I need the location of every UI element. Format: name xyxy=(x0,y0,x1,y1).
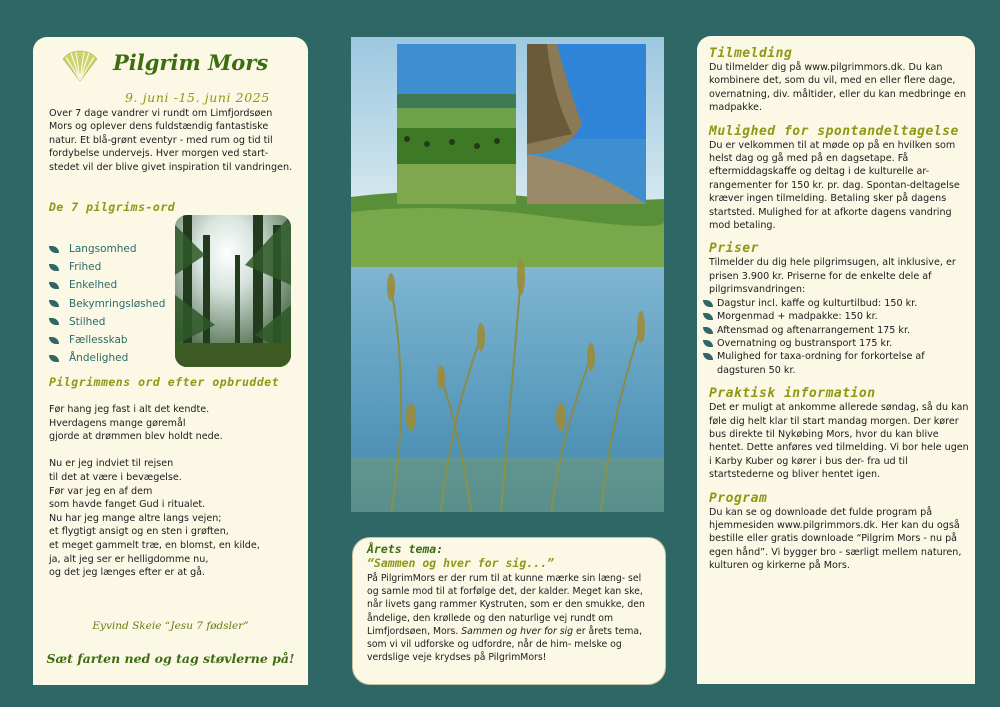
poem-line: et meget gammelt træ, en blomst, en kilde, xyxy=(49,539,260,551)
leaf-bullet-icon xyxy=(49,282,59,289)
price-item xyxy=(709,350,969,377)
prices-intro: Tilmelder du dig hele pilgrimsugen, alt inklusive, er prisen 3.900 kr. Priserne for de enkelte dele af pilgrimsvandringen: xyxy=(709,257,956,296)
pilgrim-word-label: Åndelighed xyxy=(69,352,129,365)
registration-heading: Tilmelding xyxy=(709,46,793,61)
leaf-bullet-icon xyxy=(49,337,59,344)
forest-photo xyxy=(175,215,291,367)
leaf-bullet-icon xyxy=(49,246,59,253)
theme-box xyxy=(352,537,666,685)
intro-text xyxy=(49,107,305,174)
hikers-photo xyxy=(397,44,516,204)
theme-label: Årets tema: xyxy=(367,542,444,556)
pilgrim-word-label: Stilhed xyxy=(69,315,106,328)
leaf-bullet-icon xyxy=(703,313,713,320)
program-text: Du kan se og downloade det fulde program på hjemmesiden www.pilgrimmors.dk. Her kan du også bestille eller gratis downloade “Pilgrim Mors - nu på egen hånd”. Vi bygger bro - særligt mellem naturen, kulturen og kirkerne på Mors. xyxy=(709,506,962,572)
registration-text: Du tilmelder dig på www.pilgrimmors.dk. Du kan kombinere det, som du vil, med en eller flere dage, overnatning, div. måltider, eller du kan medbringe en madpakke. xyxy=(709,62,966,114)
spontaneous-heading: Mulighed for spontandeltagelse xyxy=(709,123,959,139)
theme-title: “Sammen og hver for sig...” xyxy=(367,556,554,570)
price-item-label: Dagstur incl. kaffe og kulturtilbud: 150 kr. xyxy=(717,297,918,309)
pilgrim-word-label: Fællesskab xyxy=(69,334,128,347)
poem-line: som havde fanget Gud i ritualet. xyxy=(49,499,206,511)
left-panel xyxy=(33,37,308,685)
leaf-bullet-icon xyxy=(49,318,59,325)
spontaneous-text: Du er velkommen til at møde op på en hvilken som helst dag og gå med på en dagsetape. Få eftermiddagskaffe og deltag i de kulturelle ar- rangementer for 150 kr. pr. dag. Spontan-deltagelse kræver ingen tilmelding. Betaling sker på dagens startsted. Mulighed for at afkorte dagens vandring mod betaling. xyxy=(709,139,960,232)
pilgrim-word-item xyxy=(49,349,165,367)
leaf-bullet-icon xyxy=(49,300,59,307)
poem-line: Før var jeg en af dem xyxy=(49,485,153,497)
poem-line: Hverdagens mange gøremål xyxy=(49,417,186,429)
theme-text-part-1: På PilgrimMors er der rum til at kunne mærke sin læng- sel og samle mod til at forfølge det, der kalder. Meget kan ske, når livets gang rammer Kystruten, som er den smukke, den åndelige, den krøllede og den naturlige vej rundt om Limfjordsøen, Mors. xyxy=(367,573,645,637)
poem-line: Nu har jeg mange altre langs vejen; xyxy=(49,512,222,524)
intro-line: stedet vil der blive givet inspiration til vandringen. xyxy=(49,161,293,173)
theme-text-italic: Sammen og hver for sig xyxy=(461,625,574,637)
pilgrim-word-label: Enkelhed xyxy=(69,279,118,292)
price-item-label: Mulighed for taxa-ordning for forkortelse af dagsturen 50 kr. xyxy=(717,351,925,376)
intro-line: Over 7 dage vandrer vi rundt om Limfjordsøen xyxy=(49,108,273,119)
words-heading: De 7 pilgrims-ord xyxy=(49,200,176,214)
pilgrim-word-item xyxy=(49,240,165,258)
theme-text xyxy=(367,572,653,664)
pilgrim-word-item xyxy=(49,313,165,331)
pilgrim-word-label: Bekymringsløshed xyxy=(69,297,166,310)
right-panel xyxy=(697,36,975,684)
poem-line: Nu er jeg indviet til rejsen xyxy=(49,458,174,470)
prices-heading: Priser xyxy=(709,241,759,257)
event-dates: 9. juni -15. juni 2025 xyxy=(125,90,270,105)
leaf-bullet-icon xyxy=(703,340,713,347)
pilgrim-word-label: Frihed xyxy=(69,261,102,274)
leaf-bullet-icon xyxy=(703,327,713,334)
practical-heading: Praktisk information xyxy=(709,386,876,402)
leaf-bullet-icon xyxy=(703,353,713,360)
intro-line: natur. Et blå-grønt eventyr - med rum og tid til xyxy=(49,134,273,146)
price-item xyxy=(709,310,969,323)
brochure-title: Pilgrim Mors xyxy=(113,50,269,75)
poem-heading: Pilgrimmens ord efter opbruddet xyxy=(49,375,280,389)
price-item-label: Morgenmad + madpakke: 150 kr. xyxy=(717,311,878,323)
poem-line: et flygtigt ansigt og en sten i grøften, xyxy=(49,526,229,538)
leaf-bullet-icon xyxy=(49,355,59,362)
price-item-label: Aftensmad og aftenarrangement 175 kr. xyxy=(717,324,911,336)
price-item xyxy=(709,337,969,350)
practical-text: Det er muligt at ankomme allerede søndag, så du kan føle dig helt klar til start mandag morgen. Der kører bus direkte til Nykøbing Mors, hvor du kan blive hentet. Dette anføres ved tilmelding. Vi bor hele ugen i Karby Kuber og kører i bus der- fra ud til startstederne og bliver hentet igen. xyxy=(709,402,969,481)
leaf-bullet-icon xyxy=(703,300,713,307)
poem-line xyxy=(49,444,305,458)
poem-line: til det at være i bevægelse. xyxy=(49,471,182,483)
poem-text xyxy=(49,403,305,580)
pilgrim-word-label: Langsomhed xyxy=(69,243,137,256)
cliff-coast-photo xyxy=(527,44,646,204)
poem-line: ja, alt jeg ser er helligdomme nu, xyxy=(49,553,209,565)
pilgrim-word-item xyxy=(49,331,165,349)
price-item xyxy=(709,297,969,310)
price-list xyxy=(709,297,969,377)
pilgrim-word-item xyxy=(49,258,165,276)
leaf-bullet-icon xyxy=(49,264,59,271)
price-item xyxy=(709,324,969,337)
intro-line: Mors og oplever dens fuldstændig fantastiske xyxy=(49,121,269,133)
pilgrim-word-item xyxy=(49,276,165,294)
theme-text-part-2: er årets tema, som vi vil udforske og udfordre, når de him- melske og verdslige veje krydses på PilgrimMors! xyxy=(367,625,643,664)
intro-line: fordybelse undervejs. Hver morgen ved start- xyxy=(49,148,269,160)
slogan: Sæt farten ned og tag støvlerne på! xyxy=(46,651,295,666)
program-heading: Program xyxy=(709,490,768,506)
pilgrim-word-item xyxy=(49,295,165,313)
poem-line: og det jeg længes efter er at gå. xyxy=(49,567,206,579)
price-item-label: Overnatning og bustransport 175 kr. xyxy=(717,337,893,349)
scallop-shell-icon xyxy=(59,49,101,83)
poem-line: gjorde at drømmen blev holdt nede. xyxy=(49,431,223,443)
poem-line: Før hang jeg fast i alt det kendte. xyxy=(49,404,210,415)
poem-credit: Eyvind Skeie “Jesu 7 fødsler” xyxy=(92,620,249,632)
pilgrim-words-list xyxy=(49,240,165,367)
